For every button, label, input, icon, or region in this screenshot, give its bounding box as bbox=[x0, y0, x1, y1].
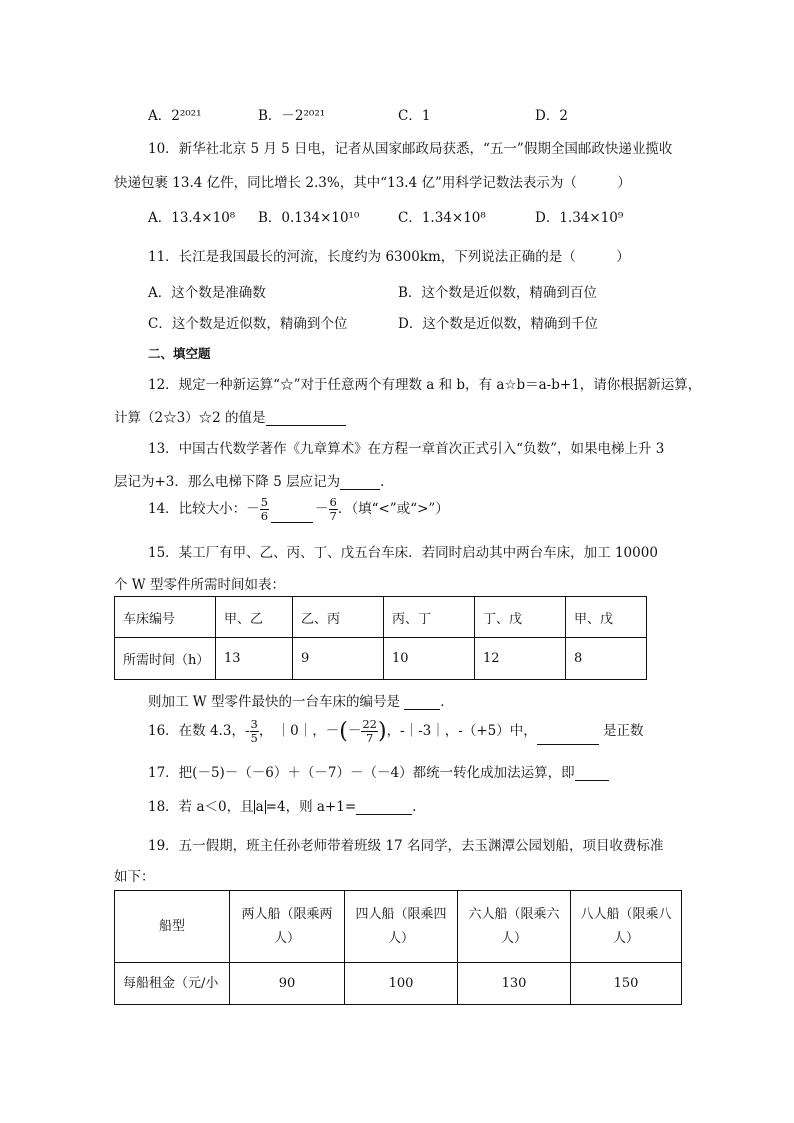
q15-after-text: 则加工 W 型零件最快的一台车床的编号是 bbox=[148, 694, 400, 710]
q13-line2-text: 层记为+3．那么电梯下降 5 层应记为 bbox=[114, 474, 341, 490]
q16-fraction-2 bbox=[361, 718, 378, 745]
q14-prefix: 14．比较大小：－ bbox=[148, 501, 260, 517]
q9-option-a: A．2²⁰²¹ bbox=[148, 108, 202, 124]
q19-cell: 六人船（限乘六人） bbox=[458, 891, 571, 963]
q15-after bbox=[148, 690, 454, 710]
q15-cell: 12 bbox=[475, 638, 566, 680]
q12-line2-text: 计算（2☆3）☆2 的值是 bbox=[114, 410, 266, 426]
q18-abs-a: a bbox=[255, 799, 264, 815]
q11-option-a: A．这个数是准确数 bbox=[148, 285, 266, 301]
q18 bbox=[148, 795, 416, 815]
q15-cell: 丙、丁 bbox=[384, 597, 475, 638]
q18-prefix: 18．若 a＜0，且 bbox=[148, 799, 254, 815]
q19-cell: 130 bbox=[458, 963, 571, 1005]
q15-cell: 9 bbox=[293, 638, 384, 680]
q12-line2 bbox=[114, 406, 346, 426]
q16-end: 是正数 bbox=[603, 723, 644, 739]
q10-line2: 快递包裹 13.4 亿件，同比增长 2.3%，其中“13.4 亿”用科学记数法表示为（ ） bbox=[114, 175, 631, 191]
q15-table-row-data bbox=[115, 638, 647, 680]
q17-answer-blank[interactable] bbox=[575, 766, 609, 781]
q14-fraction-1 bbox=[260, 496, 269, 523]
q17-text: 17．把(－5)－（－6）＋（－7）－（－4）都统一转化成加法运算，即 bbox=[148, 765, 575, 781]
q14-fraction-2 bbox=[329, 496, 338, 523]
q16-f2-num: 22 bbox=[362, 717, 377, 731]
q15-cell: 丁、戊 bbox=[475, 597, 566, 638]
q9-option-b: B．－2²⁰²¹ bbox=[258, 108, 326, 124]
q19-table bbox=[114, 890, 682, 1005]
q16-f1-den: 5 bbox=[250, 731, 258, 745]
q19-table-row-data bbox=[115, 963, 682, 1005]
q19-table-row-header bbox=[115, 891, 682, 963]
q11-text: 11．长江是我国最长的河流，长度约为 6300km，下列说法正确的是（ ） bbox=[148, 249, 630, 265]
q16-f1-num: 3 bbox=[250, 717, 258, 731]
q15-cell: 所需时间（h） bbox=[115, 638, 216, 680]
q13-line2 bbox=[114, 470, 394, 490]
q18-mid: =4，则 a+1= bbox=[265, 799, 357, 815]
q15-cell: 乙、丙 bbox=[293, 597, 384, 638]
q19-cell: 每船租金（元/小 bbox=[115, 963, 230, 1005]
q13-line1: 13．中国古代数学著作《九章算术》在方程一章首次正式引入“负数”，如果电梯上升 3 bbox=[148, 441, 665, 457]
q16-rest: ，-｜-3｜，-（+5）中， bbox=[386, 723, 537, 739]
q15-line1: 15．某工厂有甲、乙、丙、丁、戊五台车床．若同时启动其中两台车床，加工 10000 bbox=[148, 545, 658, 561]
q14-answer-blank[interactable] bbox=[271, 508, 313, 523]
q15-table-row-header bbox=[115, 597, 647, 638]
q15-cell: 8 bbox=[566, 638, 647, 680]
q14-mid: － bbox=[315, 501, 329, 517]
q16-f2-den: 7 bbox=[365, 731, 374, 745]
q14-f1-num: 5 bbox=[260, 495, 269, 509]
q16-paren-close: ) bbox=[377, 719, 387, 744]
q15-cell: 13 bbox=[216, 638, 293, 680]
q19-cell: 100 bbox=[345, 963, 458, 1005]
q9-option-d: D．2 bbox=[535, 108, 568, 124]
q11-options-row2 bbox=[148, 312, 708, 332]
q19-cell: 船型 bbox=[115, 891, 230, 963]
q14 bbox=[148, 496, 449, 523]
q18-answer-blank[interactable] bbox=[356, 800, 412, 815]
q10-options bbox=[148, 206, 708, 226]
q19-cell: 150 bbox=[571, 963, 682, 1005]
q15-after-end: ． bbox=[440, 694, 454, 710]
q15-answer-blank[interactable] bbox=[404, 695, 440, 710]
q10-option-a: A．13.4×10⁸ bbox=[148, 210, 236, 226]
q15-table bbox=[114, 596, 647, 680]
q11-option-c: C．这个数是近似数，精确到个位 bbox=[148, 316, 348, 332]
q12-answer-blank[interactable] bbox=[266, 411, 346, 426]
q16-answer-blank[interactable] bbox=[537, 730, 599, 745]
q10-option-d: D．1.34×10⁹ bbox=[535, 210, 624, 226]
q19-cell: 90 bbox=[230, 963, 345, 1005]
q14-f2-num: 6 bbox=[329, 495, 337, 509]
q12-line1: 12．规定一种新运算“☆”对于任意两个有理数 a 和 b，有 a☆b＝a-b+1，请你根据新运算， bbox=[148, 377, 702, 393]
q13-answer-blank[interactable] bbox=[340, 475, 380, 490]
q19-line1: 19．五一假期，班主任孙老师带着班级 17 名同学，去玉渊潭公园划船，项目收费标准 bbox=[148, 838, 664, 854]
q17 bbox=[148, 761, 609, 781]
q19-cell: 两人船（限乘两人） bbox=[230, 891, 345, 963]
q15-cell: 甲、乙 bbox=[216, 597, 293, 638]
q14-f1-den: 6 bbox=[260, 509, 269, 523]
q16-prefix: 16．在数 4.3，- bbox=[148, 723, 250, 739]
q19-cell: 八人船（限乘八人） bbox=[571, 891, 682, 963]
q16-paren-open: ( bbox=[339, 719, 348, 744]
q15-cell: 10 bbox=[384, 638, 475, 680]
section-fill-in-blank: 二、填空题 bbox=[148, 346, 211, 361]
q16-fraction-1 bbox=[250, 718, 259, 745]
q11-options-row1 bbox=[148, 281, 708, 301]
q15-line2: 个 W 型零件所需时间如表： bbox=[114, 577, 285, 593]
q11-option-b: B．这个数是近似数，精确到百位 bbox=[398, 285, 597, 301]
q11-option-d: D．这个数是近似数，精确到千位 bbox=[398, 316, 598, 332]
q14-suffix: ．（填“<”或“>”） bbox=[337, 501, 449, 517]
q10-line1: 10．新华社北京 5 月 5 日电，记者从国家邮政局获悉，“五一”假期全国邮政快递业揽收 bbox=[148, 141, 673, 157]
q15-cell: 甲、戊 bbox=[566, 597, 647, 638]
q19-cell: 四人船（限乘四人） bbox=[345, 891, 458, 963]
q9-option-c: C．1 bbox=[398, 108, 431, 124]
q15-cell: 车床编号 bbox=[115, 597, 216, 638]
q10-option-b: B．0.134×10¹⁰ bbox=[258, 210, 360, 226]
q13-line2-end: ． bbox=[380, 474, 394, 490]
q16-abs0: ｜0｜，－ bbox=[276, 723, 340, 739]
q10-option-c: C．1.34×10⁸ bbox=[398, 210, 486, 226]
q18-end: . bbox=[412, 799, 417, 815]
q19-line2: 如下： bbox=[114, 869, 155, 885]
q16: 16．在数 4.3，- $\frac{3}{5}$ ， ｜0｜，－(－ $\frac{22}{7}$ )，-｜-3｜，-（+5）中， 是正数 bbox=[148, 717, 644, 745]
q14-f2-den: 7 bbox=[329, 509, 337, 523]
q9-options bbox=[148, 104, 708, 124]
